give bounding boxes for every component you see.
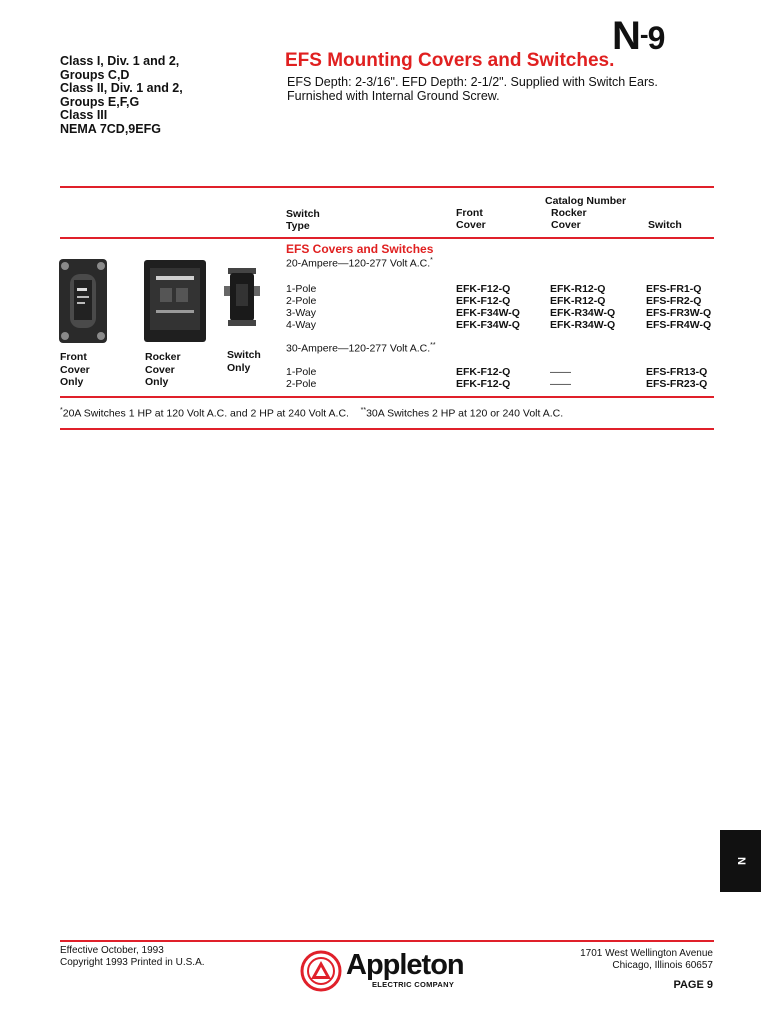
table-top-rule bbox=[60, 186, 714, 188]
table-row: 3-Way EFK-F34W-Q EFK-R34W-Q EFS-FR3W-Q bbox=[286, 307, 712, 319]
subtitle-line: EFS Depth: 2-3/16". EFD Depth: 2-1/2". Supplied with Switch Ears. bbox=[287, 75, 658, 89]
table-row: 1-Pole EFK-F12-Q —— EFS-FR13-Q bbox=[286, 366, 708, 378]
class-line: Class I, Div. 1 and 2, bbox=[60, 54, 180, 68]
header-switch-type: Switch Type bbox=[286, 208, 320, 232]
header-catalog-number: Catalog Number bbox=[545, 195, 627, 207]
header-front-cover: Front Cover bbox=[456, 207, 486, 231]
front-cover-photo bbox=[58, 258, 108, 344]
page-id: N-9 bbox=[612, 14, 665, 58]
section-tab: N bbox=[720, 830, 761, 892]
footer-left: Effective October, 1993 Copyright 1993 Printed in U.S.A. bbox=[60, 945, 205, 968]
caption-front-cover: Front Cover Only bbox=[60, 351, 90, 388]
table-row: 1-Pole EFK-F12-Q EFK-R12-Q EFS-FR1-Q bbox=[286, 283, 702, 295]
hazardous-classes bbox=[60, 55, 183, 136]
header-switch: Switch bbox=[648, 219, 682, 231]
class-line: NEMA 7CD,9EFG bbox=[60, 121, 161, 136]
footnote: *20A Switches 1 HP at 120 Volt A.C. and 2 HP at 240 Volt A.C. **30A Switches 2 HP at 120 or 240 Volt A.C. bbox=[60, 407, 564, 420]
table-row: 2-Pole EFK-F12-Q —— EFS-FR23-Q bbox=[286, 378, 708, 390]
class-line: Class II, Div. 1 and 2, bbox=[60, 81, 183, 95]
header-rule bbox=[60, 237, 714, 239]
footer-rule bbox=[60, 940, 714, 942]
class-line: Groups C,D bbox=[60, 67, 130, 82]
header-rocker-cover: Rocker Cover bbox=[551, 207, 587, 231]
brand-subtitle: ELECTRIC COMPANY bbox=[372, 980, 455, 989]
rows-30a bbox=[286, 366, 716, 390]
caption-rocker-cover: Rocker Cover Only bbox=[145, 351, 181, 388]
page-subtitle bbox=[287, 75, 707, 103]
footer-address: 1701 West Wellington Avenue Chicago, Illinois 60657 bbox=[580, 948, 713, 971]
switch-photo bbox=[224, 268, 260, 328]
class-line: Class III bbox=[60, 108, 108, 122]
rows-20a bbox=[286, 283, 716, 331]
subtitle-line: Furnished with Internal Ground Screw. bbox=[287, 89, 500, 103]
appleton-logo-icon bbox=[300, 950, 342, 992]
page-title: EFS Mounting Covers and Switches. bbox=[285, 50, 615, 71]
table-bottom-rule bbox=[60, 396, 714, 398]
page-number: PAGE 9 bbox=[673, 979, 713, 991]
table-row: 4-Way EFK-F34W-Q EFK-R34W-Q EFS-FR4W-Q bbox=[286, 319, 712, 331]
group-20a-label: 20-Ampere—120-277 Volt A.C.* bbox=[286, 257, 433, 270]
table-row: 2-Pole EFK-F12-Q EFK-R12-Q EFS-FR2-Q bbox=[286, 295, 702, 307]
rocker-cover-photo bbox=[142, 258, 208, 344]
group-30a-label: 30-Ampere—120-277 Volt A.C.** bbox=[286, 342, 436, 355]
brand-name: Appleton bbox=[346, 949, 464, 981]
section-title: EFS Covers and Switches bbox=[286, 242, 434, 256]
footnote-rule bbox=[60, 428, 714, 430]
caption-switch: Switch Only bbox=[227, 349, 261, 374]
class-line: Groups E,F,G bbox=[60, 94, 140, 109]
